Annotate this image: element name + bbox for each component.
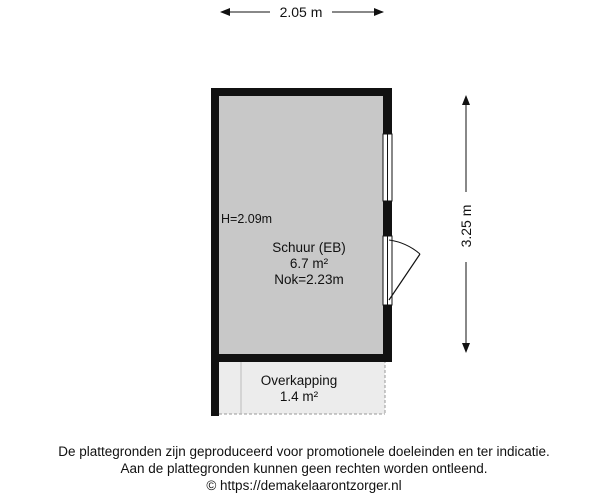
wall-top bbox=[211, 88, 392, 96]
room-overkapping bbox=[211, 360, 385, 416]
copyright-symbol: © bbox=[206, 478, 217, 493]
wall-bottom bbox=[211, 354, 392, 362]
schuur-nok: Nok=2.23m bbox=[274, 272, 344, 287]
disclaimer-footer bbox=[0, 443, 608, 494]
disclaimer-line-1: De plattegronden zijn geproduceerd voor promotionele doeleinden en ter indicatie. bbox=[58, 444, 550, 459]
height-note: H=2.09m bbox=[221, 212, 273, 226]
disclaimer-line-2: Aan de plattegronden kunnen geen rechten worden ontleend. bbox=[120, 461, 488, 476]
overkapping-area: 1.4 m² bbox=[279, 389, 319, 404]
wall-right-upper bbox=[383, 88, 392, 134]
height-dimension-label: 3.25 m bbox=[458, 204, 474, 248]
website-line bbox=[0, 477, 608, 494]
door-right bbox=[383, 236, 420, 305]
website-link[interactable]: https://demakelaarontzorger.nl bbox=[220, 478, 402, 493]
height-dimension bbox=[458, 96, 474, 352]
wall-left bbox=[211, 88, 219, 362]
window-right bbox=[383, 134, 392, 201]
wall-right-middle bbox=[383, 201, 392, 236]
overkapping-name: Overkapping bbox=[260, 373, 338, 388]
width-dimension bbox=[221, 4, 383, 20]
wall-right-lower bbox=[383, 305, 392, 362]
door-swing-arc bbox=[389, 240, 420, 254]
width-dimension-label: 2.05 m bbox=[279, 4, 323, 20]
schuur-name: Schuur (EB) bbox=[272, 240, 346, 255]
schuur-area: 6.7 m² bbox=[289, 256, 329, 271]
door-leaf bbox=[389, 254, 420, 300]
overkapping-left-wall bbox=[211, 360, 219, 416]
